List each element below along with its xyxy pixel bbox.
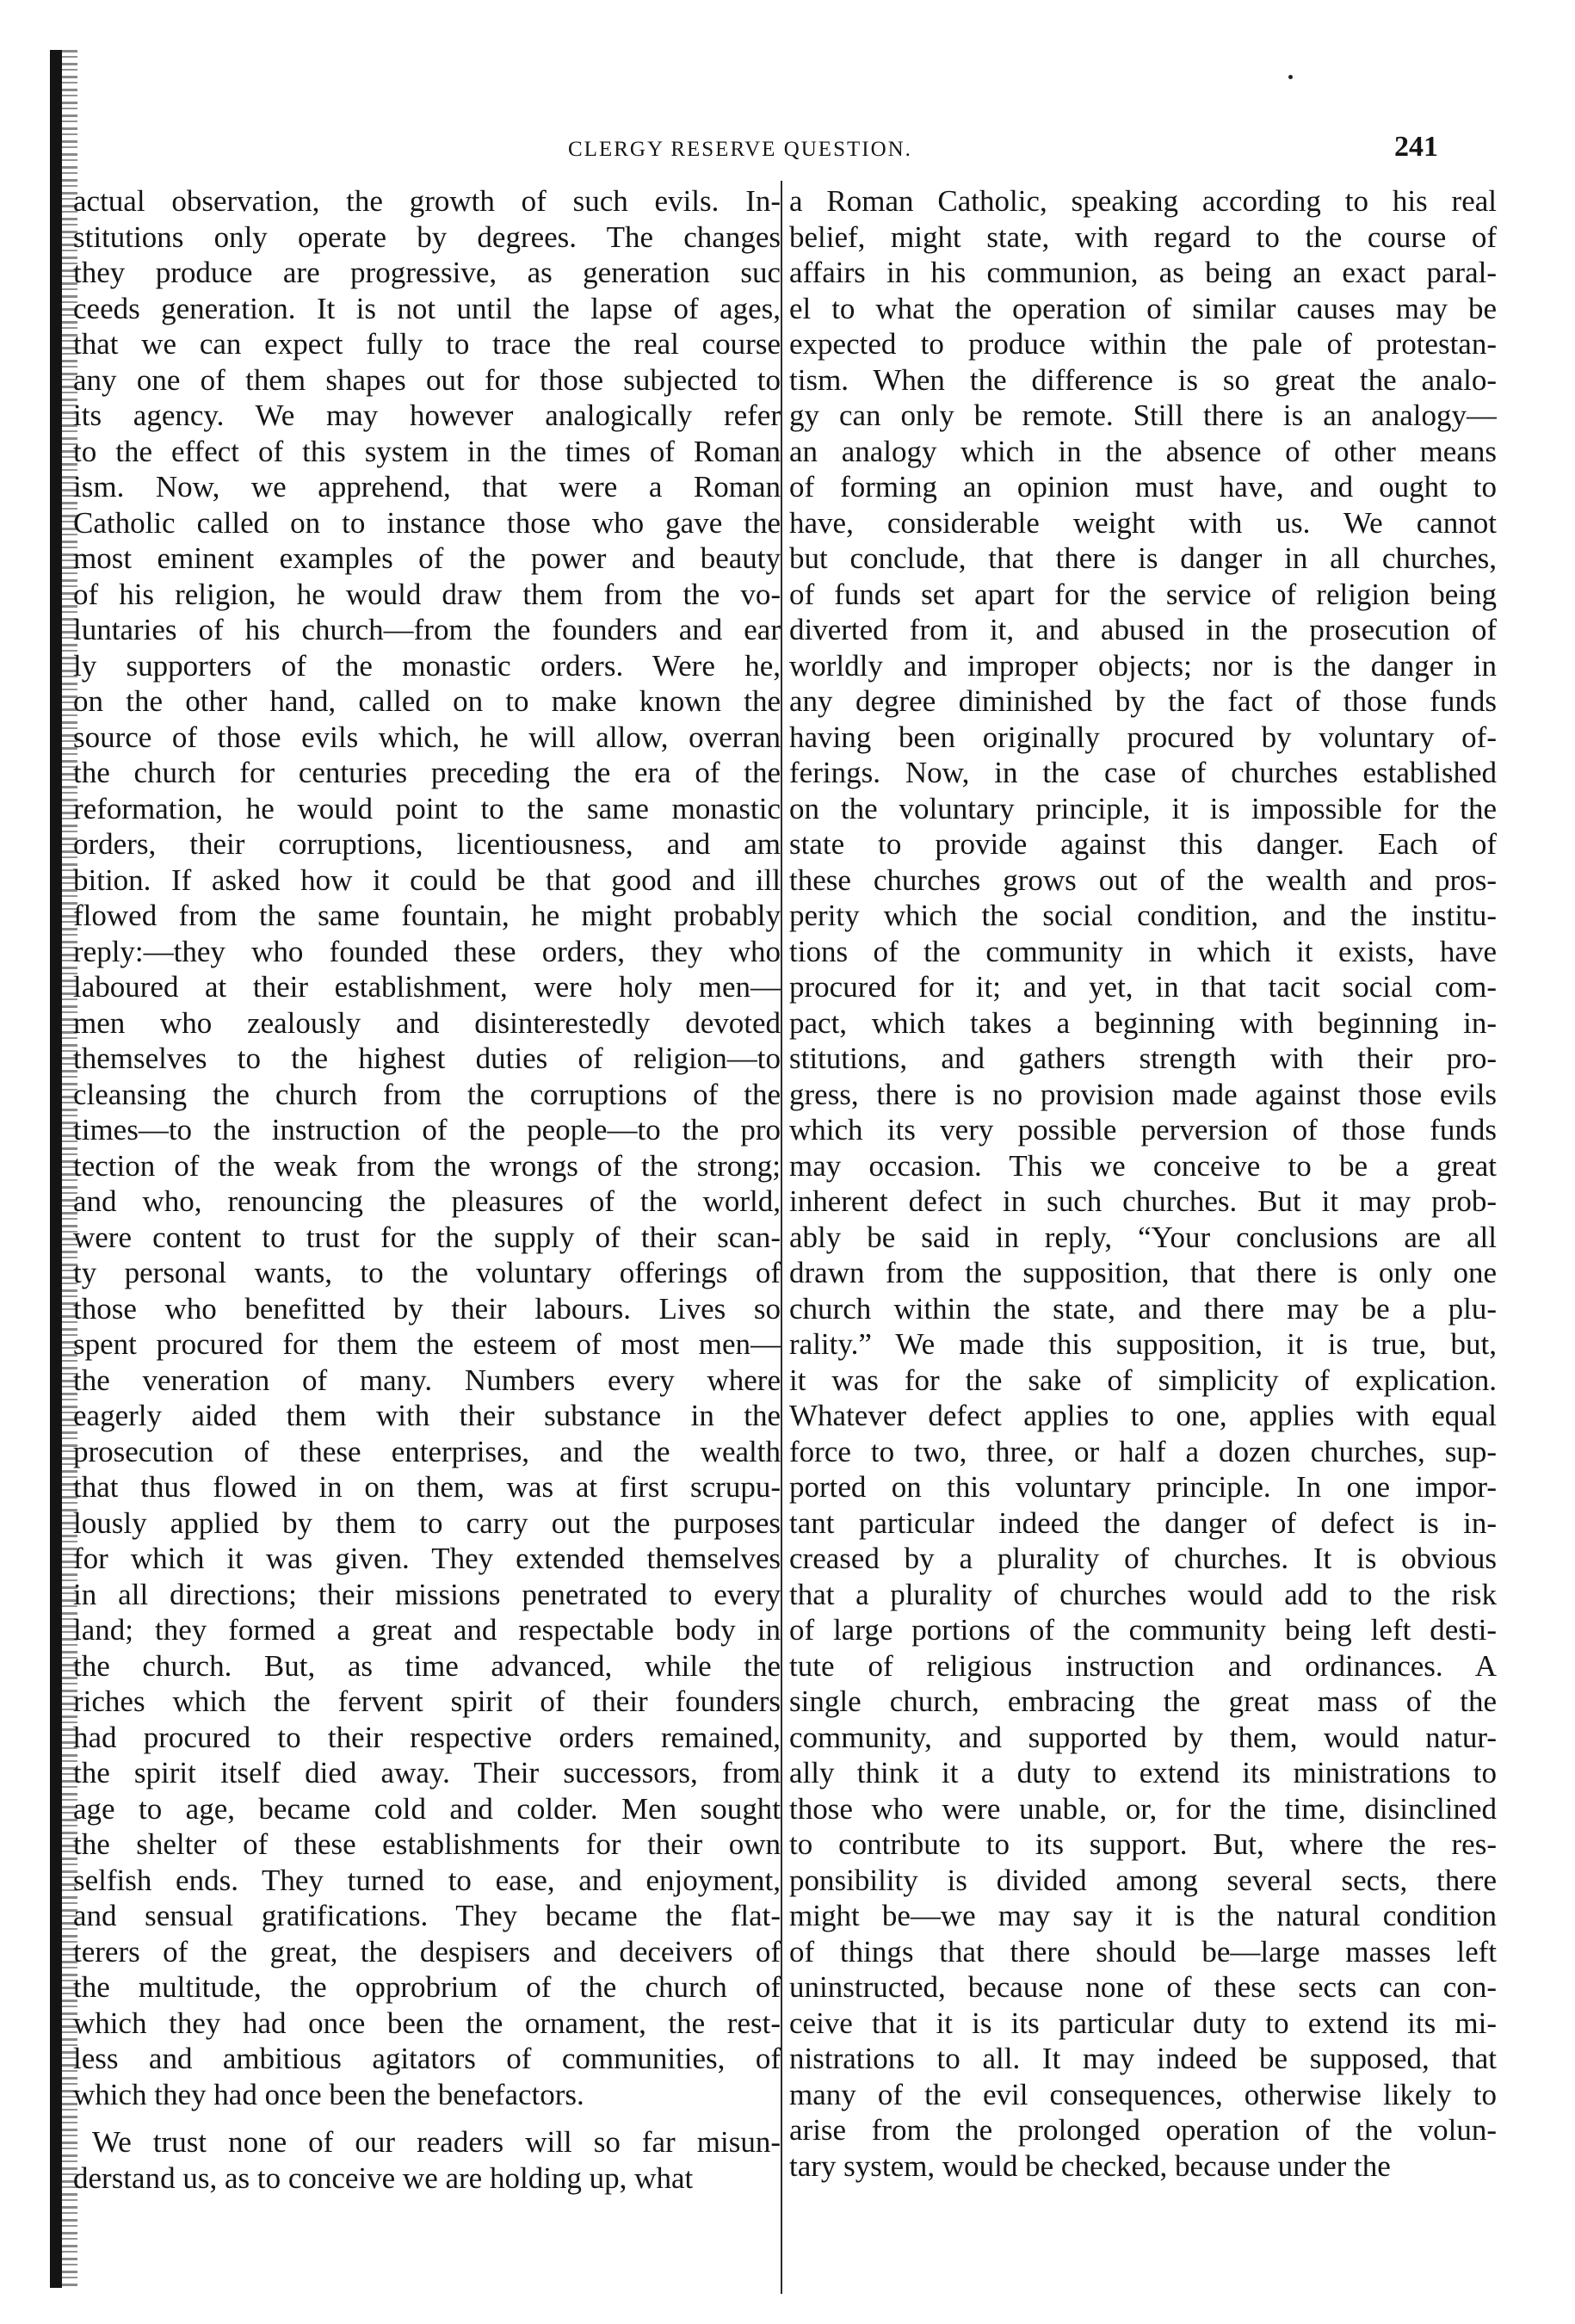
text-line: have, considerable weight with us. We cannot: [789, 505, 1497, 540]
text-line: that a plurality of churches would add to the risk: [789, 1577, 1497, 1611]
text-line: of his religion, he would draw them from the vo-: [73, 577, 781, 611]
text-line: lously applied by them to carry out the purposes: [73, 1505, 781, 1540]
text-line: terers of the great, the despisers and deceivers of: [73, 1934, 781, 1969]
text-line: worldly and improper objects; nor is the danger in: [789, 648, 1497, 683]
text-line: those who were unable, or, for the time, disinclined: [789, 1791, 1497, 1826]
text-line: but conclude, that there is danger in all churches,: [789, 541, 1497, 575]
text-line: prosecution of these enterprises, and the wealth: [73, 1434, 781, 1468]
text-line: which they had once been the benefactors.: [73, 2077, 584, 2111]
text-line: the shelter of these establishments for their own: [73, 1827, 781, 1861]
paragraph: [73, 183, 781, 2112]
text-line: and who, renouncing the pleasures of the world,: [73, 1184, 781, 1218]
text-line: an analogy which in the absence of other means: [789, 434, 1497, 468]
text-line: were content to trust for the supply of their scan-: [73, 1220, 781, 1254]
text-line: flowed from the same fountain, he might probably: [73, 899, 781, 932]
text-line: single church, embracing the great mass of the: [789, 1684, 1497, 1718]
text-line: ported on this voluntary principle. In one impor-: [789, 1470, 1497, 1504]
text-line: on the voluntary principle, it is impossible for the: [789, 791, 1497, 825]
text-line: diverted from it, and abused in the prosecution of: [789, 613, 1497, 646]
text-line: times—to the instruction of the people—to the pro: [73, 1113, 781, 1147]
text-line: its agency. We may however analogically refer: [73, 399, 781, 432]
text-line: may occasion. This we conceive to be a great: [789, 1148, 1497, 1183]
text-line: Whatever defect applies to one, applies with equal: [789, 1399, 1497, 1432]
text-line: had procured to their respective orders remained,: [73, 1720, 781, 1754]
text-line: those who benefitted by their labours. Lives so: [73, 1291, 781, 1326]
text-line: community, and supported by them, would natur-: [789, 1720, 1497, 1754]
text-line: force to two, three, or half a dozen churches, sup-: [789, 1434, 1497, 1468]
binding-shadow: [50, 50, 62, 2288]
text-line: of funds set apart for the service of religion being: [789, 577, 1497, 611]
text-line: ably be said in reply, “Your conclusions are all: [789, 1220, 1497, 1254]
text-line: laboured at their establishment, were holy men—: [73, 970, 781, 1004]
text-line: the veneration of many. Numbers every where: [73, 1363, 781, 1397]
text-line: stitutions only operate by degrees. The changes: [73, 219, 781, 254]
text-line: eagerly aided them with their substance in the: [73, 1399, 781, 1432]
text-line: tant particular indeed the danger of defect is in-: [789, 1505, 1497, 1540]
text-line: any one of them shapes out for those subjected to: [73, 362, 781, 397]
text-line: ly supporters of the monastic orders. Were he,: [73, 648, 781, 683]
text-line: any degree diminished by the fact of those funds: [789, 684, 1497, 718]
column-rule: [781, 181, 782, 2294]
text-line: bition. If asked how it could be that good and ill: [73, 862, 781, 897]
text-line: for which it was given. They extended themselves: [73, 1542, 781, 1575]
text-line: affairs in his communion, as being an exact paral-: [789, 256, 1497, 289]
text-line: arise from the prolonged operation of the volun-: [789, 2113, 1497, 2147]
text-line: many of the evil consequences, otherwise likely to: [789, 2077, 1497, 2111]
text-line: ism. Now, we apprehend, that were a Roman: [73, 470, 781, 504]
text-line: of forming an opinion must have, and ought to: [789, 470, 1497, 504]
text-line: creased by a plurality of churches. It is obvious: [789, 1542, 1497, 1575]
text-line: of things that there should be—large masses left: [789, 1934, 1497, 1969]
text-line: spent procured for them the esteem of most men—: [73, 1327, 781, 1361]
text-line: the spirit itself died away. Their successors, from: [73, 1756, 781, 1789]
text-line: which its very possible perversion of those funds: [789, 1113, 1497, 1147]
text-line: age to age, became cold and colder. Men sought: [73, 1791, 781, 1826]
paragraph: [73, 2124, 781, 2196]
text-line: uninstructed, because none of these sects can con-: [789, 1970, 1497, 2004]
text-line: pact, which takes a beginning with beginning in-: [789, 1005, 1497, 1040]
text-line: inherent defect in such churches. But it may prob-: [789, 1184, 1497, 1218]
text-line: ty personal wants, to the voluntary offerings of: [73, 1256, 781, 1289]
text-line: that thus flowed in on them, was at first scrupu-: [73, 1470, 781, 1504]
text-line: to contribute to its support. But, where the res-: [789, 1827, 1497, 1861]
text-line: tions of the community in which it exists, have: [789, 934, 1497, 968]
text-line: Catholic called on to instance those who gave the: [73, 505, 781, 540]
text-line: having been originally procured by voluntary of-: [789, 720, 1497, 754]
text-line: ceeds generation. It is not until the lapse of ages,: [73, 291, 781, 325]
text-line: the multitude, the opprobrium of the church of: [73, 1970, 781, 2004]
paragraph-gap: [73, 2112, 781, 2124]
text-line: nistrations to all. It may indeed be supposed, that: [789, 2042, 1497, 2075]
text-line: expected to produce within the pale of protestan-: [789, 327, 1497, 361]
text-line: of large portions of the community being left desti-: [789, 1613, 1497, 1647]
text-line: cleansing the church from the corruptions of the: [73, 1077, 781, 1111]
text-line: that we can expect fully to trace the real course: [73, 327, 781, 361]
text-line: to the effect of this system in the times of Roman: [73, 434, 781, 468]
text-line: state to provide against this danger. Each of: [789, 827, 1497, 861]
text-line: derstand us, as to conceive we are holding up, what: [73, 2160, 694, 2195]
text-line: the church for centuries preceding the era of the: [73, 756, 781, 789]
paragraph: [789, 183, 1497, 2184]
text-line: land; they formed a great and respectable body in: [73, 1613, 781, 1647]
text-line: and sensual gratifications. They became the flat-: [73, 1899, 781, 1932]
text-line: reformation, he would point to the same monastic: [73, 791, 781, 825]
text-line: el to what the operation of similar causes may be: [789, 291, 1497, 325]
text-line: ponsibility is divided among several sects, there: [789, 1863, 1497, 1897]
text-line: ally think it a duty to extend its ministrations to: [789, 1756, 1497, 1789]
text-line: less and ambitious agitators of communities, of: [73, 2042, 781, 2075]
text-line: in all directions; their missions penetrated to every: [73, 1577, 781, 1611]
text-line: source of those evils which, he will allow, overran: [73, 720, 781, 754]
ink-speck: [1288, 75, 1293, 79]
text-line: tary system, would be checked, because under the: [789, 2148, 1391, 2183]
text-line: these churches grows out of the wealth and pros-: [789, 862, 1497, 897]
text-line: selfish ends. They turned to ease, and enjoyment,: [73, 1863, 781, 1897]
text-line: actual observation, the growth of such evils. In-: [73, 184, 781, 218]
text-line: reply:—they who founded these orders, they who: [73, 934, 781, 968]
text-line: rality.” We made this supposition, it is true, but,: [789, 1327, 1497, 1361]
text-line: gress, there is no provision made against those evils: [789, 1077, 1497, 1111]
left-text-column: [73, 183, 781, 2196]
text-line: gy can only be remote. Still there is an analogy—: [789, 399, 1497, 432]
text-line: procured for it; and yet, in that tacit social com-: [789, 970, 1497, 1004]
text-line: ceive that it is its particular duty to extend its mi-: [789, 2006, 1497, 2040]
text-line: tection of the weak from the wrongs of the strong;: [73, 1148, 781, 1183]
text-line: riches which the fervent spirit of their founders: [73, 1684, 781, 1718]
text-line: a Roman Catholic, speaking according to his real: [789, 184, 1497, 218]
text-line: tism. When the difference is so great the analo-: [789, 362, 1497, 397]
text-line: which they had once been the ornament, the rest-: [73, 2006, 781, 2040]
text-line: belief, might state, with regard to the course of: [789, 219, 1497, 254]
text-line: on the other hand, called on to make known the: [73, 684, 781, 718]
text-line: the church. But, as time advanced, while the: [73, 1648, 781, 1683]
text-line: church within the state, and there may be a plu-: [789, 1291, 1497, 1326]
text-line: drawn from the supposition, that there is only one: [789, 1256, 1497, 1289]
text-line: they produce are progressive, as generation suc: [73, 256, 781, 289]
text-line: tute of religious instruction and ordinances. A: [789, 1648, 1497, 1683]
text-line: it was for the sake of simplicity of explication.: [789, 1363, 1497, 1397]
text-line: perity which the social condition, and the institu-: [789, 899, 1497, 932]
text-line: might be—we may say it is the natural condition: [789, 1899, 1497, 1932]
text-line: men who zealously and disinterestedly devoted: [73, 1005, 781, 1040]
text-line: stitutions, and gathers strength with their pro-: [789, 1041, 1497, 1075]
right-text-column: [789, 183, 1497, 2184]
text-line: themselves to the highest duties of religion—to: [73, 1041, 781, 1075]
text-line: ferings. Now, in the case of churches established: [789, 756, 1497, 789]
text-line: We trust none of our readers will so far misun-: [92, 2125, 781, 2159]
text-line: most eminent examples of the power and beauty: [73, 541, 781, 575]
page-number: 241: [1394, 131, 1438, 163]
text-line: orders, their corruptions, licentiousness, and am: [73, 827, 781, 861]
text-line: luntaries of his church—from the founders and ear: [73, 613, 781, 646]
running-title: CLERGY RESERVE QUESTION.: [568, 138, 912, 161]
